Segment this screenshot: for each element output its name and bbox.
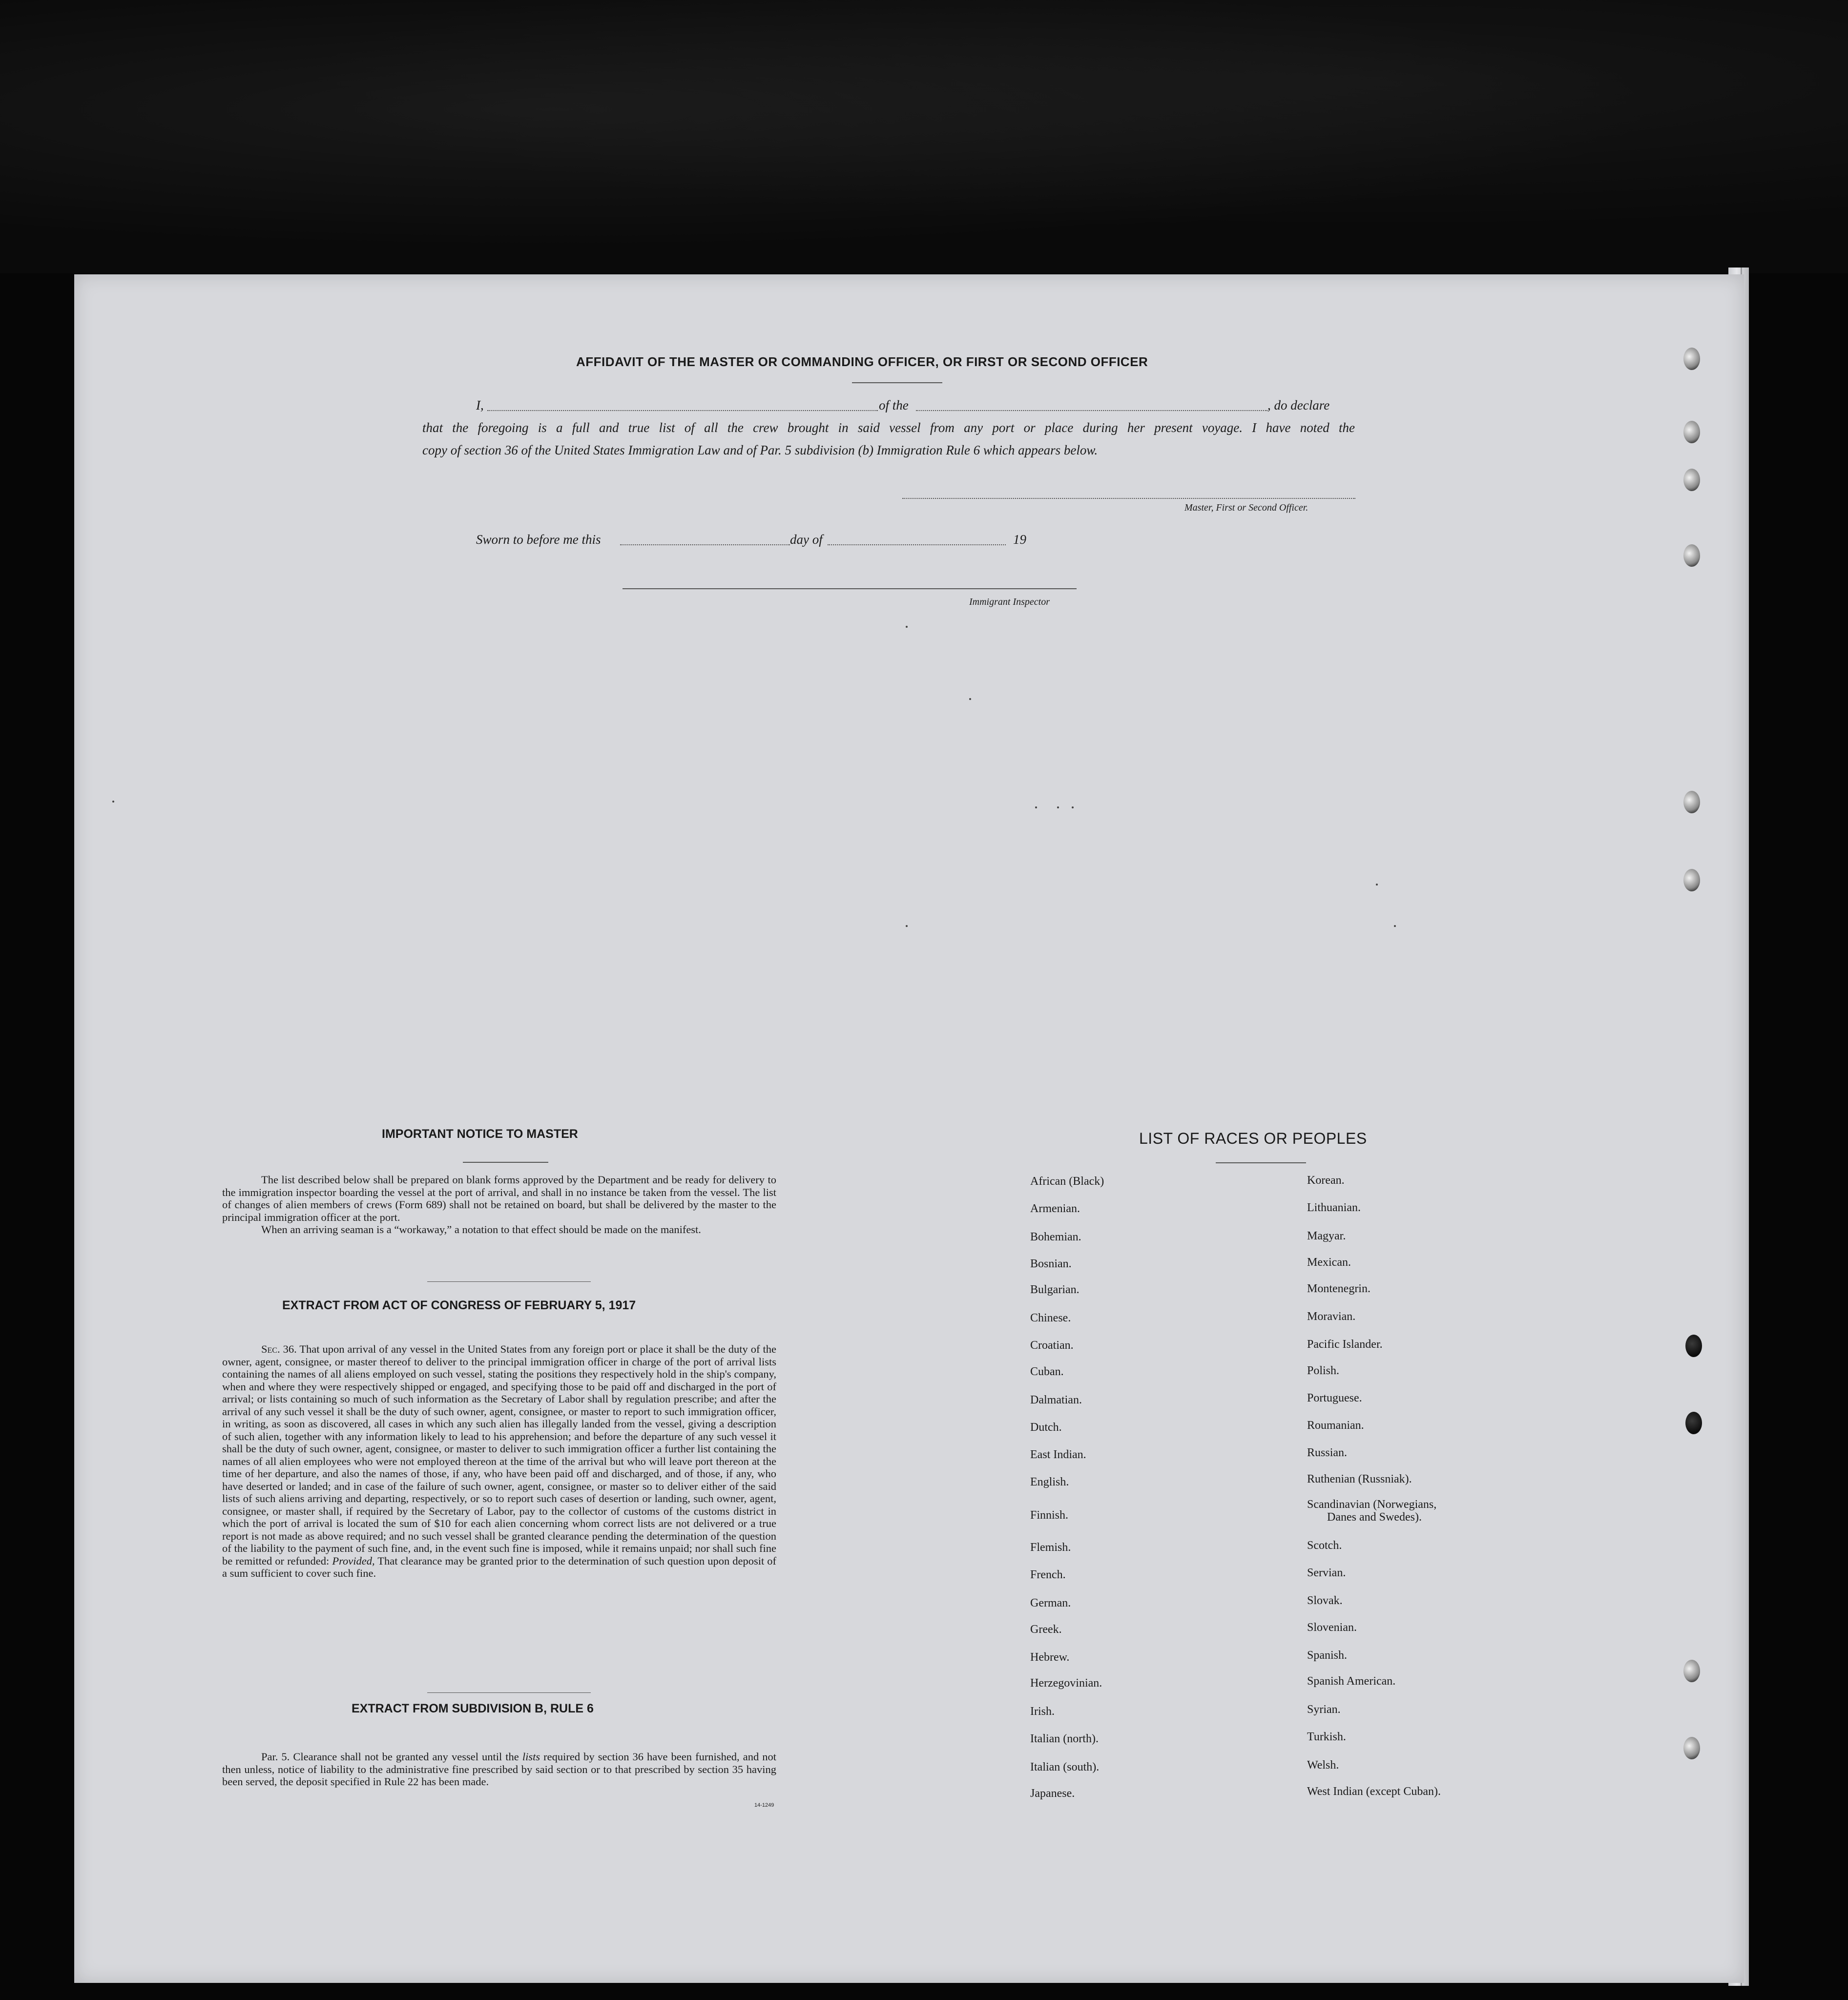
speck [906, 626, 908, 628]
speck [112, 801, 114, 803]
races-divider [1216, 1162, 1306, 1163]
punch-hole [1683, 1737, 1700, 1759]
race-left: Flemish. [1030, 1541, 1071, 1554]
race-right: Spanish American. [1307, 1675, 1396, 1688]
race-left: Cuban. [1030, 1365, 1064, 1378]
notice-body [222, 1174, 776, 1236]
race-left: Herzegovinian. [1030, 1677, 1102, 1690]
name-blank [487, 410, 878, 411]
punch-hole [1685, 1335, 1702, 1357]
race-left: Bulgarian. [1030, 1283, 1080, 1296]
film-background [0, 0, 1848, 273]
punch-hole [1683, 469, 1700, 491]
race-left: Italian (north). [1030, 1732, 1099, 1745]
affidavit-declare: , do declare [1267, 398, 1330, 412]
race-right: Magyar. [1307, 1230, 1346, 1242]
race-right: Moravian. [1307, 1310, 1356, 1323]
speck [969, 698, 971, 700]
race-left: Dalmatian. [1030, 1394, 1082, 1406]
race-left: Irish. [1030, 1705, 1055, 1718]
provided-word: Provided, [332, 1554, 375, 1567]
speck [1035, 806, 1037, 808]
race-right: Ruthenian (Russniak). [1307, 1473, 1412, 1485]
race-right: Scotch. [1307, 1539, 1342, 1552]
rule-text-pre: Par. 5. Clearance shall not be granted any vessel until the [261, 1751, 519, 1763]
rule-text-post: required by section 36 have been furnished, and not then unless, notice of liability to the administrative fine prescribed by said section or to that prescribed by section 35 having been served, the deposit specified in Rule 22 has been made. [222, 1751, 777, 1788]
vessel-blank [916, 410, 1267, 411]
race-right: Syrian. [1307, 1703, 1341, 1716]
document-page [74, 274, 1744, 1983]
notice-title: IMPORTANT NOTICE TO MASTER [382, 1127, 578, 1141]
race-left: Finnish. [1030, 1509, 1069, 1522]
speck [1394, 925, 1396, 927]
race-right: Welsh. [1307, 1759, 1339, 1772]
race-left: African (Black) [1030, 1175, 1104, 1188]
race-right: Portuguese. [1307, 1392, 1362, 1404]
punch-hole [1683, 544, 1700, 567]
punch-hole [1683, 348, 1700, 370]
race-right: Scandinavian (Norwegians, [1307, 1498, 1437, 1511]
section-divider [427, 1281, 591, 1282]
race-right: Turkish. [1307, 1731, 1346, 1743]
race-left: Italian (south). [1030, 1761, 1100, 1773]
speck [1057, 806, 1059, 808]
race-left: Chinese. [1030, 1312, 1071, 1324]
sworn-label: Sworn to before me this [476, 532, 601, 547]
punch-hole [1683, 421, 1700, 443]
races-title: LIST OF RACES OR PEOPLES [1139, 1130, 1367, 1147]
race-right: Lithuanian. [1307, 1201, 1361, 1214]
affidavit-i: I, [476, 398, 484, 412]
section-divider [427, 1692, 591, 1693]
affidavit-title: AFFIDAVIT OF THE MASTER OR COMMANDING OFFICER, OR FIRST OR SECOND OFFICER [576, 354, 1148, 369]
extract-rule-title: EXTRACT FROM SUBDIVISION B, RULE 6 [352, 1702, 594, 1715]
form-number: 14-1249 [754, 1802, 774, 1808]
race-right: West Indian (except Cuban). [1307, 1785, 1441, 1798]
speck [906, 925, 908, 927]
punch-hole [1683, 869, 1700, 891]
race-left: Hebrew. [1030, 1651, 1070, 1664]
race-right: Mexican. [1307, 1256, 1351, 1269]
race-right: Pacific Islander. [1307, 1338, 1383, 1351]
race-left: French. [1030, 1568, 1066, 1581]
race-right: Slovenian. [1307, 1621, 1357, 1634]
affidavit-line3: copy of section 36 of the United States Immigration Law and of Par. 5 subdivision (b) Immigration Rule 6 which appears below. [422, 443, 1098, 457]
race-right: Korean. [1307, 1174, 1345, 1187]
speck [1072, 806, 1074, 808]
extract-act-body [222, 1343, 776, 1580]
race-left: Japanese. [1030, 1787, 1075, 1800]
race-right-continuation: Danes and Swedes). [1327, 1511, 1422, 1524]
extract-rule-body [222, 1751, 776, 1788]
inspector-caption: Immigrant Inspector [969, 597, 1050, 607]
race-right: Polish. [1307, 1364, 1340, 1377]
race-right: Servian. [1307, 1567, 1346, 1579]
race-left: German. [1030, 1597, 1071, 1609]
race-left: East Indian. [1030, 1448, 1086, 1461]
notice-paragraph-2: When an arriving seaman is a “workaway,” a notation to that effect should be made on the manifest. [261, 1223, 701, 1236]
punch-hole [1685, 1412, 1702, 1434]
race-left: Armenian. [1030, 1202, 1080, 1215]
notice-divider [463, 1162, 548, 1163]
punch-hole [1683, 791, 1700, 813]
race-right: Slovak. [1307, 1594, 1343, 1607]
inspector-signature-line [623, 588, 1077, 589]
race-right: Roumanian. [1307, 1419, 1364, 1432]
sworn-day-blank [620, 544, 790, 545]
title-divider [852, 382, 942, 383]
sworn-month-blank [828, 544, 1006, 545]
race-right: Spanish. [1307, 1649, 1348, 1662]
section-36-tail: That clearance may be granted prior to the determination of such question upon deposit of a sum sufficient to cover such fine. [222, 1554, 777, 1579]
rule-lists-word: lists [522, 1751, 540, 1763]
section-label: Sec. 36. [261, 1343, 297, 1355]
race-left: Croatian. [1030, 1339, 1074, 1352]
section-36-text: That upon arrival of any vessel in the United States from any foreign port or place it shall be the duty of the owner, agent, consignee, or master thereof to deliver to the principal immigration officer in charge of the port of arrival lists containing the names of all aliens employed on such vessel, stating the positions they respectively hold in the ship's company, when and where they were respectively shipped or engaged, and specifying those to be paid off and discharged in the port of arrival; or lists containing so much of such information as the Secretary of Labor shall by regulation prescribe; and after the arrival of any such vessel it shall be the duty of such owner, agent, consignee, or master to report to such immigration officer, in writing, as soon as discovered, all cases in which any such alien has illegally landed from the vessel, giving a description of such alien, together with any information likely to lead to his apprehension; and before the departure of any such vessel it shall be the duty of such owner, agent, consignee, or master to deliver to such immigration officer a further list containing the names of all alien employees who were not employed thereon at the time of the arrival but who will leave port thereon at the time of her departure, and also the names of those, if any, who have been paid off and discharged, and of those, if any, who have deserted or landed; and in case of the failure of such owner, agent, consignee, or master so to deliver either of the said lists of such aliens arriving and departing, respectively, or so to report such cases of desertion or landing, such owner, agent, consignee, or master shall, if required by the Secretary of Labor, pay to the collector of customs of the customs district in which the port of arrival is located the sum of $10 for each alien concerning whom correct lists are not delivered or a true report is not made as above required; and no such vessel shall be granted clearance pending the determination of the question of the liability to the payment of such fine, and, in the event such fine is imposed, while it remains unpaid; nor shall such fine be remitted or refunded: [222, 1343, 776, 1567]
race-left: English. [1030, 1476, 1069, 1488]
race-left: Bosnian. [1030, 1258, 1072, 1270]
race-left: Greek. [1030, 1623, 1062, 1636]
master-signature-line [902, 498, 1355, 499]
affidavit-of-the: of the [879, 398, 909, 412]
race-right: Montenegrin. [1307, 1282, 1370, 1295]
affidavit-line2: that the foregoing is a full and true list of all the crew brought in said vessel from any port or place during her present voyage. I have noted the [422, 420, 1355, 435]
year-label: 19 [1013, 532, 1026, 547]
race-right: Russian. [1307, 1446, 1348, 1459]
race-left: Dutch. [1030, 1421, 1062, 1434]
extract-act-title: EXTRACT FROM ACT OF CONGRESS OF FEBRUARY 5, 1917 [282, 1299, 636, 1312]
race-left: Bohemian. [1030, 1231, 1081, 1243]
punch-hole [1683, 1660, 1700, 1682]
master-signature-caption: Master, First or Second Officer. [1184, 502, 1308, 513]
notice-paragraph-1: The list described below shall be prepared on blank forms approved by the Department and be ready for delivery to the immigration inspector boarding the vessel at the port of arrival, and shall in no instance be taken from the vessel. The list of changes of alien members of crews (Form 689) shall not be retained on board, but shall be delivered by the master to the principal immigration officer at the port. [222, 1174, 776, 1223]
day-of-label: day of [790, 532, 823, 547]
speck [1376, 884, 1378, 886]
